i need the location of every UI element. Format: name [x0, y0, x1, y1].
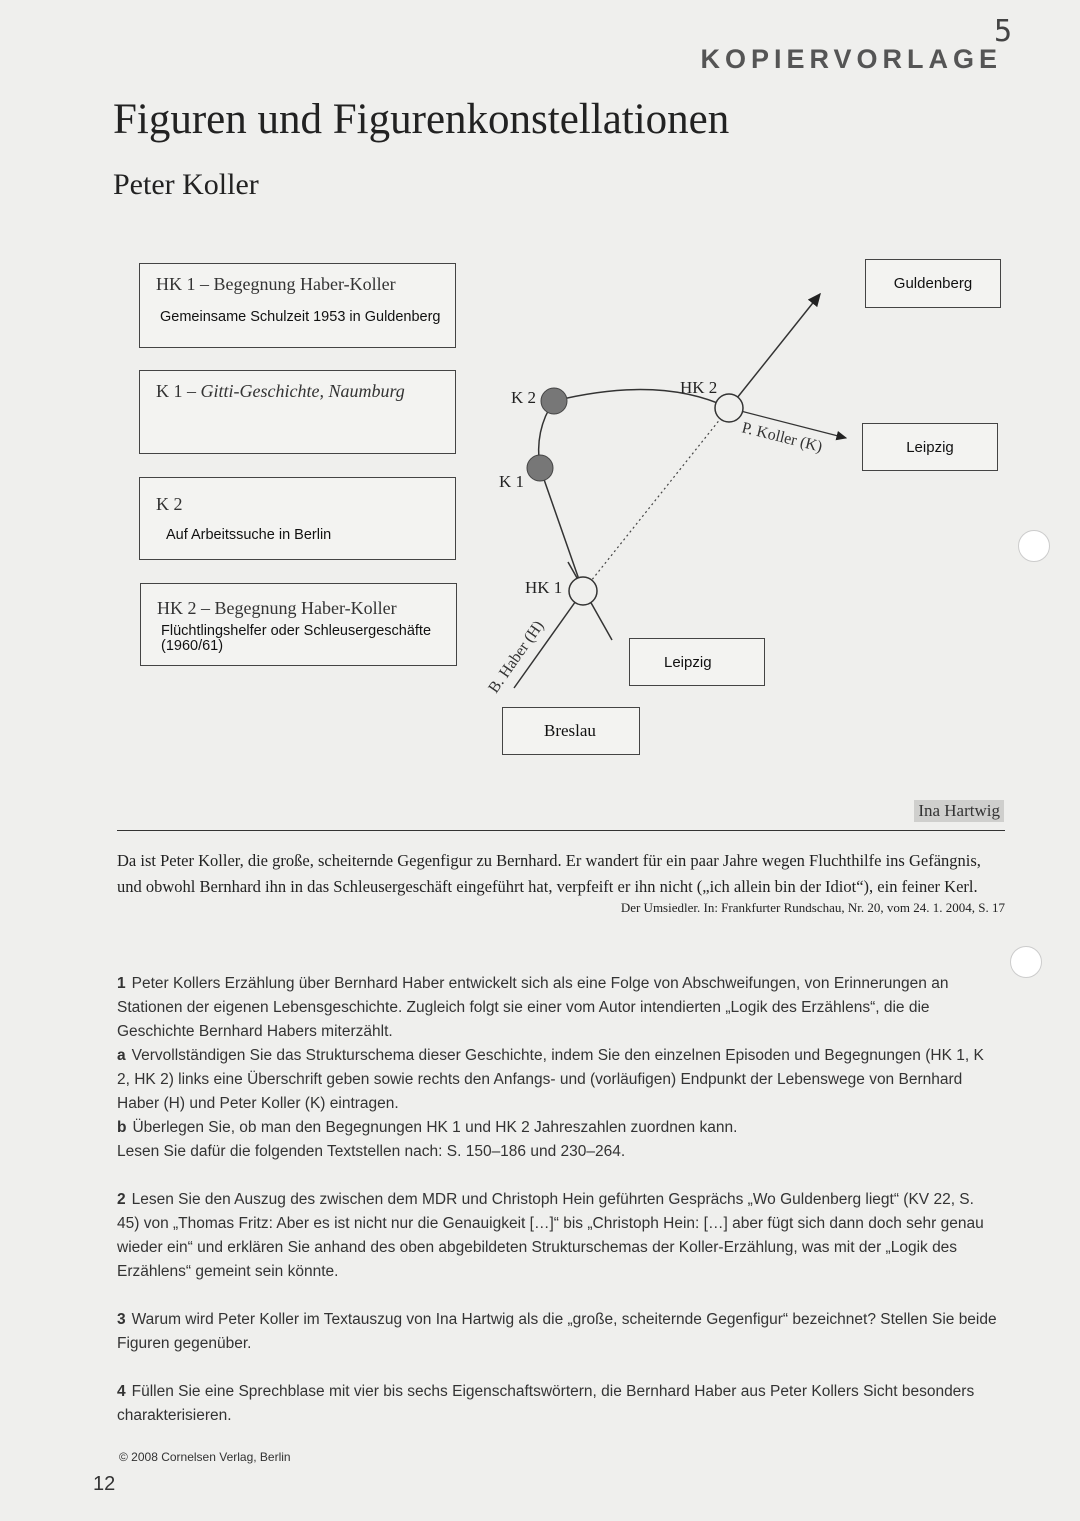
page-number: 5 [993, 14, 1012, 49]
quote-source: Der Umsiedler. In: Frankfurter Rundschau, Nr. 20, vom 24. 1. 2004, S. 17 [620, 900, 1005, 915]
task-number: 4 [117, 1383, 126, 1400]
task-2 [117, 1188, 997, 1284]
node-k1-dot [527, 455, 553, 481]
node-hk2-circle [715, 394, 743, 422]
task-number: 1 [117, 975, 126, 992]
quote-text: Da ist Peter Koller, die große, scheiternde Gegenfigur zu Bernhard. Er wandert für ein paar Jahre wegen Fluchthilfe ins Gefängnis, und obwohl Bernhard ihn in das Schleusergeschäft eingeführt hat, verpfeift er ihn nicht („ich allein bin der Idiot“), ein feiner Kerl. [117, 851, 981, 896]
task-text: Füllen Sie eine Sprechblase mit vier bis sechs Eigenschaftswörtern, die Bernhard Haber aus Peter Kollers Sicht besonders charakterisieren. [117, 1383, 975, 1424]
episode-detail: Gemeinsame Schulzeit 1953 in Guldenberg [160, 309, 441, 325]
page-title: Figuren und Figurenkonstellationen [113, 96, 730, 143]
task-sub-label: b [117, 1119, 127, 1136]
episode-heading: HK 2 – Begegnung Haber-Koller [157, 598, 397, 618]
task-1 [117, 972, 997, 1164]
episode-heading: K 2 [156, 494, 183, 514]
footer-page-number: 12 [93, 1473, 116, 1495]
node-hk1-label: HK 1 [525, 578, 563, 597]
task-number: 2 [117, 1191, 126, 1208]
task-4 [117, 1380, 997, 1428]
node-k2-label: K 2 [511, 388, 537, 407]
place-guldenberg: Guldenberg [865, 259, 1001, 308]
node-hk2-label: HK 2 [680, 378, 718, 397]
episode-detail: Auf Arbeitssuche in Berlin [166, 527, 332, 543]
divider [117, 830, 1005, 831]
quote-author: Ina Hartwig [914, 800, 1004, 822]
node-hk1-circle [569, 577, 597, 605]
task-3 [117, 1308, 997, 1356]
episode-heading-italic: Gitti-Geschichte, Naumburg [200, 381, 405, 401]
dotted-connection [583, 408, 729, 591]
place-breslau: Breslau [502, 707, 640, 755]
arrow-to-guldenberg [729, 294, 820, 408]
copyright: © 2008 Cornelsen Verlag, Berlin [119, 1450, 291, 1464]
task-number: 3 [117, 1311, 126, 1328]
task-sub-text: Lesen Sie dafür die folgenden Textstellen nach: S. 150–186 und 230–264. [117, 1143, 626, 1160]
task-sub-text: Vervollständigen Sie das Strukturschema dieser Geschichte, indem Sie den einzelnen Episoden und Begegnungen (HK 1, K 2, HK 2) links eine Überschrift geben sowie rechts den Anfangs- und (vorläufigen) Endpunkt der Lebenswege von Bernhard Haber (H) und Peter Koller (K) eintragen. [117, 1047, 984, 1112]
place-leipzig-lower: Leipzig [629, 638, 765, 686]
koller-path-label: P. Koller (K) [740, 419, 824, 456]
task-text: Warum wird Peter Koller im Textauszug von Ina Hartwig als die „große, scheiternde Gegenfigur“ bezeichnet? Stellen Sie beide Figuren gegenüber. [117, 1311, 997, 1352]
place-leipzig-right: Leipzig [862, 423, 998, 471]
haber-path-line [540, 468, 583, 591]
haber-path-label: B. Haber (H) [485, 617, 548, 697]
task-sub-label: a [117, 1047, 126, 1064]
episode-detail: Flüchtlingshelfer oder Schleusergeschäfte (1960/61) [161, 623, 432, 654]
node-k1-label: K 1 [499, 472, 525, 491]
kopiervorlage-label: KOPIERVORLAGE [700, 44, 1002, 74]
task-text: Peter Kollers Erzählung über Bernhard Haber entwickelt sich als eine Folge von Abschweifungen, von Erinnerungen an Stationen der eigenen Lebensgeschichte. Zugleich folgt sie einer vom Autor intendierten „Logik des Erzählens“, die die Geschichte Bernhard Habers miterzählt. [117, 975, 949, 1040]
episode-heading-prefix: K 1 – [156, 381, 201, 401]
task-sub-text: Überlegen Sie, ob man den Begegnungen HK 1 und HK 2 Jahreszahlen zuordnen kann. [132, 1119, 738, 1136]
node-k2-dot [541, 388, 567, 414]
episode-heading: HK 1 – Begegnung Haber-Koller [156, 274, 396, 294]
page-subtitle: Peter Koller [113, 168, 259, 201]
task-text: Lesen Sie den Auszug des zwischen dem MDR und Christoph Hein geführten Gesprächs „Wo Guldenberg liegt“ (KV 22, S. 45) von „Thomas Fritz: Aber es ist nicht nur die Genauigkeit […]“ bis „Christoph Hein: […] aber fügt sich dann doch sehr genau wieder ein“ und erklären Sie anhand des oben abgebildeten Strukturschemas der Koller-Erzählung, was mit der „Logik des Erzählens“ gemeint sein könnte. [117, 1191, 984, 1280]
